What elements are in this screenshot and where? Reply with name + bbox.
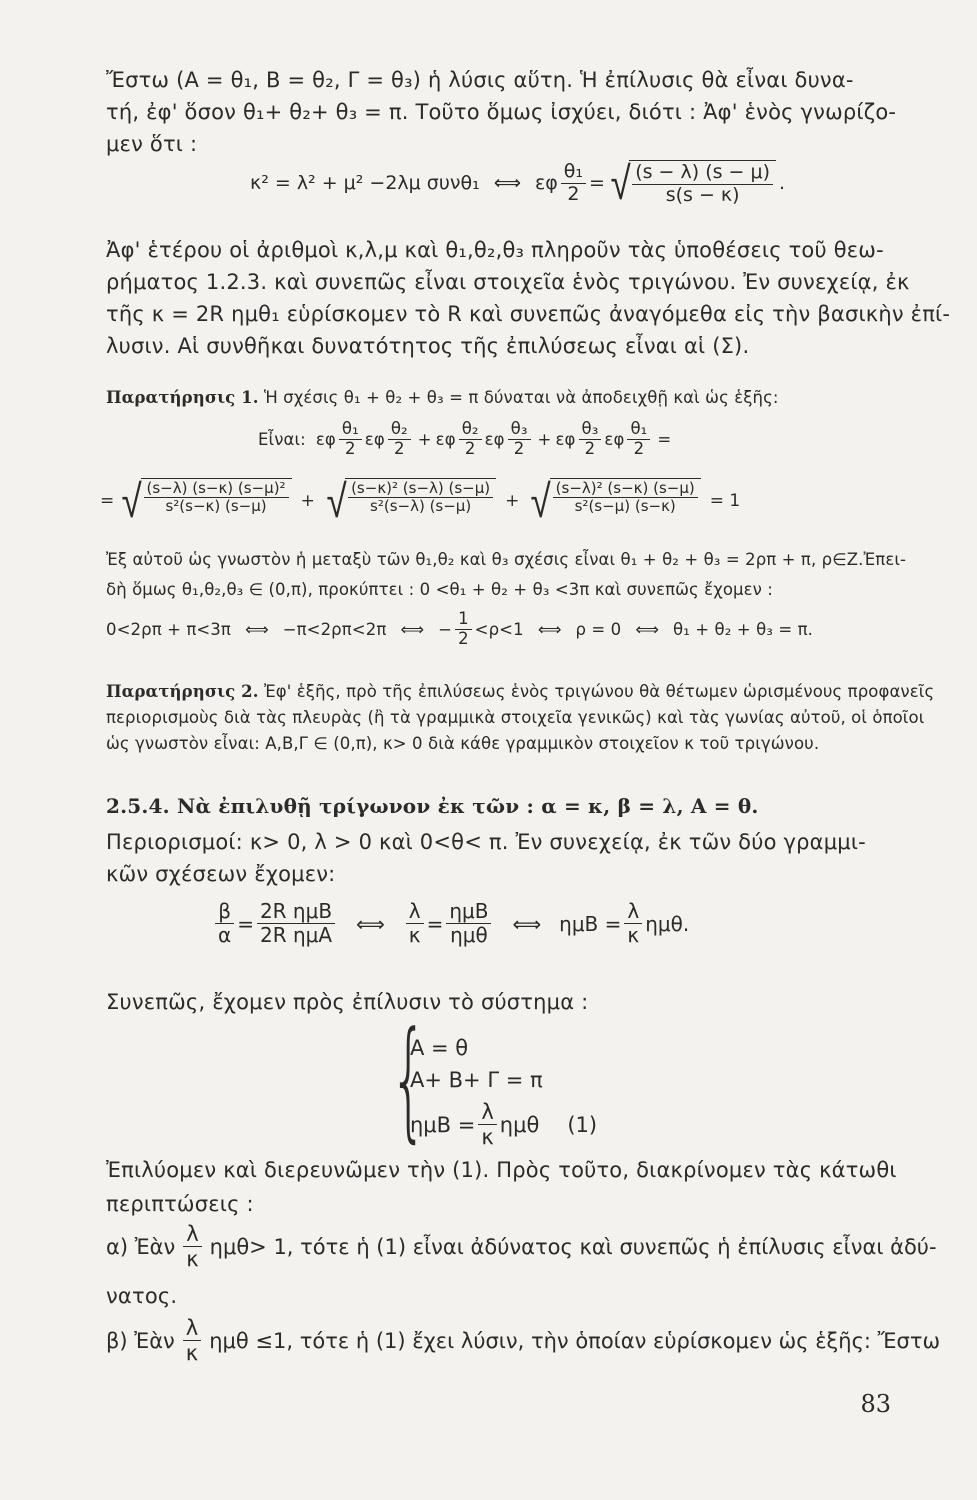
sqrt-term-1: √ $\frac{\text{(s−λ) (s−κ) (s−μ)²}}{\text{s²(s−κ) (s−μ)}}$ <box>119 478 291 524</box>
eq1-equals: = <box>589 172 605 195</box>
remark2-line-2: περιορισμοὺς διὰ τὰς πλευρὰς (ἢ τὰ γραμμικὰ στοιχεῖα γενικῶς) καὶ τὰς γωνίας αὐτοῦ, οἱ ὁποῖοι <box>106 708 925 727</box>
remark1-chain: 0<2ρπ + π<3π ⟺ −π<2ρπ<2π ⟺ − $\frac{1}{2}$ <ρ<1 ⟺ ρ = 0 ⟺ θ₁ + θ₂ + θ₃ = π. <box>106 609 813 648</box>
equation-system <box>390 1003 690 1155</box>
system-eq-3: ημΒ = $\frac{\lambda}{\kappa}$ ημθ (1) <box>410 1100 598 1150</box>
para2-line-4: λυσιν. Αἱ συνθῆκαι δυνατότητος τῆς ἐπιλύσεως εἶναι αἱ (Σ). <box>106 334 750 358</box>
remark2-line-1: Παρατήρησις 2. Ἐφ' ἑξῆς, πρὸ τῆς ἐπιλύσεως ἑνὸς τριγώνου θὰ θέτωμεν ὡρισμένους προφανεῖς <box>106 682 935 701</box>
system-eq-1: Α = θ <box>410 1036 469 1060</box>
section-line-3: Συνεπῶς, ἔχομεν πρὸς ἐπίλυσιν τὸ σύστημα : <box>106 990 589 1014</box>
remark2-line-3: ὡς γνωστὸν εἶναι: Α,Β,Γ ∈ (0,π), κ> 0 διὰ κάθε γραμμικὸν στοιχεῖον κ τοῦ τριγώνου. <box>106 734 820 753</box>
eq1-ef: εφ <box>534 172 558 195</box>
para2-line-3: τῆς κ = 2R ημθ₁ εὑρίσκομεν τὸ R καὶ συνεπῶς ἀναγόμεθα εἰς τὴν βασικὴν ἐπί- <box>106 302 951 326</box>
remark1-label: Παρατήρησις 1. <box>106 388 259 407</box>
eq1-half-angle <box>561 161 586 206</box>
remark1-line-a: Ἐξ αὐτοῦ ὡς γνωστὸν ἡ μεταξὺ τῶν θ₁,θ₂ καὶ θ₃ σχέσις εἶναι θ₁ + θ₂ + θ₃ = 2ρπ + π, ρ∈Z.Ἐπει- <box>106 550 907 569</box>
intro-line-1: Ἔστω (Α = θ₁, Β = θ₂, Γ = θ₃) ἡ λύσις αὕτη. Ἡ ἐπίλυσις θὰ εἶναι δυνα- <box>106 68 854 92</box>
remark1-line-b: δὴ ὅμως θ₁,θ₂,θ₃ ∈ (0,π), προκύπτει : 0 <θ₁ + θ₂ + θ₃ <3π καὶ συνεπῶς ἔχομεν : <box>106 580 773 599</box>
radical-icon: √ <box>610 156 631 210</box>
case-b: β) Ἐὰν $\frac{\lambda}{\kappa}$ ημθ ≤1, τότε ἡ (1) ἔχει λύσιν, τὴν ὁποίαν εὑρίσκομεν ὡς ἑξῆς: Ἔστω <box>106 1316 941 1366</box>
remark1-sqrt-sum: = √ $\frac{\text{(s−λ) (s−κ) (s−μ)²}}{\text{s²(s−κ) (s−μ)}}$ + √ $\frac{\text{(s−κ)² (s−λ) (s−μ)}}{\text{s²(s−λ) (s−μ)}}$ + √ $\frac{\text{(s−λ)² (s−κ) (s−μ)}}{\text{s²(s−μ) (s−κ)}}$ = 1 <box>100 474 741 528</box>
page-number: 83 <box>860 1390 891 1418</box>
section-line-2: κῶν σχέσεων ἔχομεν: <box>106 862 336 886</box>
section-line-1: Περιορισμοί: κ> 0, λ > 0 καὶ 0<θ< π. Ἐν συνεχείᾳ, ἐκ τῶν δύο γραμμι- <box>106 830 866 854</box>
system-eq-2: Α+ Β+ Γ = π <box>410 1068 543 1092</box>
eq1-iff: ⟺ <box>493 172 521 195</box>
case-a: α) Ἐὰν $\frac{\lambda}{\kappa}$ ημθ> 1, τότε ἡ (1) εἶναι ἀδύνατος καὶ συνεπῶς ἡ ἐπίλυσις εἶναι ἀδύ- <box>106 1222 937 1272</box>
intro-line-2: τή, ἐφ' ὅσον θ₁+ θ₂+ θ₃ = π. Τοῦτο ὅμως ἰσχύει, διότι : Ἀφ' ἑνὸς γνωρίζο- <box>106 100 897 124</box>
radical-icon: √ <box>121 474 142 528</box>
sine-law-equation: $\frac{\beta}{\alpha}$ = $\frac{\text{2R ημΒ}}{\text{2R ημΑ}}$ ⟺ $\frac{\lambda}{\kappa}$ = $\frac{\text{ημΒ}}{\text{ημθ}}$ ⟺ ημΒ = $\frac{\lambda}{\kappa}$ ημθ. <box>212 900 689 947</box>
sqrt-term-2: √ $\frac{\text{(s−κ)² (s−λ) (s−μ)}}{\text{s²(s−λ) (s−μ)}}$ <box>324 478 496 524</box>
intro-line-3: μεν ὅτι : <box>106 132 198 156</box>
cosine-law-equation <box>250 156 786 210</box>
eq1-sqrt-den: s(s − κ) <box>665 183 740 206</box>
einai-label: Εἶναι: <box>258 429 306 449</box>
section-heading: 2.5.4. Νὰ ἐπιλυθῇ τρίγωνον ἐκ τῶν : α = κ, β = λ, Α = θ. <box>106 794 759 818</box>
radical-icon: √ <box>530 474 552 528</box>
section-line-5: περιπτώσεις : <box>106 1192 254 1216</box>
remark1-intro <box>106 388 779 407</box>
sqrt-term-3: √ $\frac{\text{(s−λ)² (s−κ) (s−μ)}}{\text{s²(s−μ) (s−κ)}}$ <box>528 478 700 524</box>
para2-line-1: Ἀφ' ἑτέρου οἱ ἀριθμοὶ κ,λ,μ καὶ θ₁,θ₂,θ₃ πληροῦν τὰς ὑποθέσεις τοῦ θεω- <box>106 238 884 262</box>
eq1-sqrt-num: (s − λ) (s − μ) <box>632 162 773 185</box>
remark1-tangent-sum: Εἶναι: εφ $\frac{\text{θ₁}}{2}$ εφ $\frac{\text{θ₂}}{2}$ + εφ $\frac{\text{θ₂}}{2}$ εφ $\frac{\text{θ₃}}{2}$ + εφ $\frac{\text{θ₃}}{2}$ εφ $\frac{\text{θ₁}}{2}$ = <box>258 419 672 458</box>
remark1-text: Ἡ σχέσις θ₁ + θ₂ + θ₃ = π δύναται νὰ ἀποδειχθῇ καὶ ὡς ἑξῆς: <box>263 388 779 407</box>
section-line-4: Ἐπιλύομεν καὶ διερευνῶμεν τὴν (1). Πρὸς τοῦτο, διακρίνομεν τὰς κάτωθι <box>106 1158 897 1182</box>
eq1-dot: . <box>779 172 786 195</box>
eq1-sqrt <box>608 156 776 210</box>
case-a-continued: νατος. <box>106 1284 178 1308</box>
eq1-frac-num: θ₁ <box>561 161 586 184</box>
remark2-label: Παρατήρησις 2. <box>106 682 259 701</box>
para2-line-2: ρήματος 1.2.3. καὶ συνεπῶς εἶναι στοιχεῖα ἑνὸς τριγώνου. Ἐν συνεχείᾳ, ἐκ <box>106 270 910 294</box>
left-brace-icon: { <box>390 1003 428 1155</box>
eq1-frac-den: 2 <box>567 182 580 205</box>
radical-icon: √ <box>326 474 347 528</box>
eq1-lhs: κ² = λ² + μ² −2λμ συνθ₁ <box>250 172 480 195</box>
